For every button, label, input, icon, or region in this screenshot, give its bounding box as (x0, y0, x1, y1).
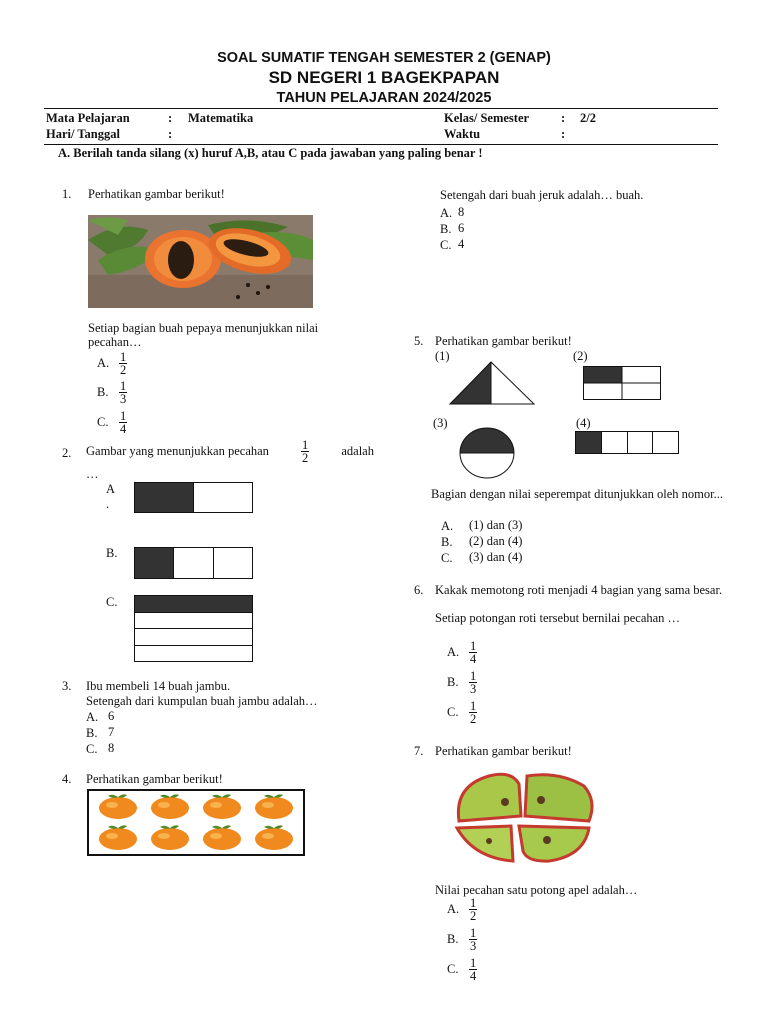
q6-text: Kakak memotong roti menjadi 4 bagian yang sama besar. (435, 583, 723, 597)
q1-option-c-fraction (119, 410, 127, 435)
q4-option-c-label: C. (440, 237, 452, 252)
q5-option-b-value: (2) dan (4) (469, 534, 523, 548)
q7-option-a-label: A. (447, 902, 460, 916)
q2-option-a-dot: . (106, 497, 110, 511)
q2-b-empty-2 (214, 548, 252, 578)
q1-option-c[interactable] (97, 410, 127, 435)
header-rule-top (44, 108, 718, 109)
q6-option-b-fraction (469, 670, 477, 695)
q5-fig4-empty-1 (602, 432, 628, 453)
mapel-label: Mata Pelajaran (46, 111, 130, 125)
q6-b-denominator: 3 (470, 682, 477, 696)
instruction: A. Berilah tanda silang (x) huruf A,B, atau C pada jawaban yang paling benar ! (58, 146, 483, 160)
q7-option-a-fraction (469, 897, 477, 922)
q3-option-b-label: B. (86, 725, 98, 740)
q1-number: 1. (62, 187, 72, 201)
q4-number: 4. (62, 772, 72, 786)
q5-option-c-label: C. (441, 550, 453, 565)
oranges-image (87, 789, 305, 856)
waktu-label: Waktu (444, 127, 481, 141)
q5-fig2-grid (583, 366, 661, 404)
q2-c-empty-2 (135, 629, 252, 646)
q7-option-b-fraction (469, 927, 477, 952)
q2-option-a-label[interactable]: A (106, 482, 116, 496)
q2-b-empty-1 (174, 548, 213, 578)
q2-fraction (301, 439, 309, 464)
q3-option-a-value: 6 (108, 709, 115, 723)
q4-text2: Setengah dari buah jeruk adalah… buah. (440, 188, 644, 202)
q2-text-a: Gambar yang menunjukkan pecahan (86, 444, 269, 458)
q2-denominator: 2 (302, 451, 309, 465)
q1-c-denominator: 4 (120, 422, 127, 436)
q4-option-b-value: 6 (458, 221, 465, 235)
q1-option-a-label: A. (97, 356, 110, 370)
q6-c-numerator: 1 (470, 699, 477, 713)
q7-text: Perhatikan gambar berikut! (435, 744, 572, 758)
q7-b-denominator: 3 (470, 939, 477, 953)
q2-option-b-label[interactable]: B. (106, 546, 118, 560)
q5-option-b-label: B. (441, 534, 453, 549)
q6-a-numerator: 1 (470, 639, 477, 653)
q4-option-a[interactable] (440, 205, 464, 221)
header-rule-bottom (44, 144, 718, 145)
q3-option-c-label: C. (86, 741, 98, 756)
q2-option-a-figure[interactable] (134, 482, 253, 513)
q5-fig3-label: (3) (433, 416, 448, 430)
q1-b-denominator: 3 (120, 392, 127, 406)
q1-option-a[interactable] (97, 351, 127, 376)
q1-a-numerator: 1 (120, 350, 127, 364)
q6-option-a-fraction (469, 640, 477, 665)
mapel-value: Matematika (188, 111, 254, 125)
q5-option-b[interactable] (441, 534, 522, 550)
q7-a-denominator: 2 (470, 909, 477, 923)
q7-text2: Nilai pecahan satu potong apel adalah… (435, 883, 638, 897)
q4-option-b[interactable] (440, 221, 464, 237)
q5-fig4-empty-3 (653, 432, 678, 453)
q5-fig4-empty-2 (628, 432, 654, 453)
q1-a-denominator: 2 (120, 363, 127, 377)
q7-a-numerator: 1 (470, 896, 477, 910)
q6-option-c-label: C. (447, 705, 459, 719)
q3-text2: Setengah dari kumpulan buah jambu adalah… (86, 694, 318, 708)
q1-option-b[interactable] (97, 380, 127, 405)
school-year: TAHUN PELAJARAN 2024/2025 (276, 90, 492, 106)
q5-option-a-value: (1) dan (3) (469, 518, 523, 532)
q6-option-c-fraction (469, 700, 477, 725)
q2-c-shaded (135, 596, 252, 613)
hari-label: Hari/ Tanggal (46, 127, 120, 141)
q3-option-a-label: A. (86, 709, 99, 724)
q1-option-a-fraction (119, 351, 127, 376)
hari-colon: : (168, 127, 173, 141)
q4-text: Perhatikan gambar berikut! (86, 772, 223, 786)
q5-number: 5. (414, 334, 424, 348)
q6-a-denominator: 4 (470, 652, 477, 666)
q3-text: Ibu membeli 14 buah jambu. (86, 679, 231, 693)
q1-text: Perhatikan gambar berikut! (88, 187, 225, 201)
q5-option-a[interactable] (441, 518, 522, 534)
kelas-value: 2/2 (580, 111, 596, 125)
q7-option-b-label: B. (447, 932, 459, 946)
q5-text2: Bagian dengan nilai seperempat ditunjukkan oleh nomor... (431, 487, 723, 501)
q5-fig3-circle (458, 426, 516, 484)
q2-text-c: … (86, 467, 99, 481)
q3-option-c[interactable] (86, 741, 114, 757)
q4-option-a-label: A. (440, 205, 453, 220)
q5-fig1-label: (1) (435, 349, 450, 363)
q7-number: 7. (414, 744, 424, 758)
header-line1: SOAL SUMATIF TENGAH SEMESTER 2 (GENAP) (217, 50, 551, 66)
q2-number: 2. (62, 446, 72, 460)
q6-option-a-label: A. (447, 645, 460, 659)
q6-b-numerator: 1 (470, 669, 477, 683)
q3-number: 3. (62, 679, 72, 693)
q6-c-denominator: 2 (470, 712, 477, 726)
q4-option-b-label: B. (440, 221, 452, 236)
q5-fig1-triangle (449, 361, 535, 409)
waktu-colon: : (561, 127, 566, 141)
q1-option-c-label: C. (97, 415, 109, 429)
q6-option-b[interactable] (447, 670, 477, 695)
q2-option-c-figure[interactable] (134, 595, 253, 662)
q1-option-b-fraction (119, 380, 127, 405)
q5-option-c-value: (3) dan (4) (469, 550, 523, 564)
q2-c-empty-3 (135, 646, 252, 662)
q7-option-c-label: C. (447, 962, 459, 976)
papaya-image (88, 215, 313, 308)
q2-text-b: adalah (341, 444, 374, 458)
q3-option-b[interactable] (86, 725, 114, 741)
q5-fig4-shaded (576, 432, 602, 453)
q6-option-c[interactable] (447, 700, 477, 725)
q2-numerator: 1 (302, 438, 309, 452)
kelas-colon: : (561, 111, 566, 125)
school-name: SD NEGERI 1 BAGEKPAPAN (268, 68, 500, 87)
q6-number: 6. (414, 583, 424, 597)
q5-text: Perhatikan gambar berikut! (435, 334, 572, 348)
q1-text2: Setiap bagian buah pepaya menunjukkan nilai pecahan… (88, 321, 319, 349)
q5-option-c[interactable] (441, 550, 522, 566)
q3-option-b-value: 7 (108, 725, 115, 739)
q2-b-shaded (135, 548, 174, 578)
q2-stem (86, 439, 374, 464)
q7-c-denominator: 4 (470, 969, 477, 983)
q1-c-numerator: 1 (120, 409, 127, 423)
q4-option-c[interactable] (440, 237, 464, 253)
q2-option-c-label[interactable]: C. (106, 595, 118, 609)
q2-option-b-figure[interactable] (134, 547, 253, 579)
q3-option-a[interactable] (86, 709, 114, 725)
q6-option-a[interactable] (447, 640, 477, 665)
q1-option-b-label: B. (97, 385, 109, 399)
q4-option-c-value: 4 (458, 237, 465, 251)
q7-option-b[interactable] (447, 927, 477, 952)
q5-fig4-strip (575, 431, 679, 454)
q7-option-c[interactable] (447, 957, 477, 982)
q4-option-a-value: 8 (458, 205, 465, 219)
kelas-label: Kelas/ Semester (444, 111, 530, 125)
q5-option-a-label: A. (441, 518, 454, 533)
mapel-colon: : (168, 111, 173, 125)
q6-text2: Setiap potongan roti tersebut bernilai pecahan … (435, 611, 681, 625)
q5-fig2-label: (2) (573, 349, 588, 363)
q2-c-empty-1 (135, 613, 252, 630)
q6-option-b-label: B. (447, 675, 459, 689)
q7-option-a[interactable] (447, 897, 477, 922)
apple-image (449, 766, 601, 870)
q7-b-numerator: 1 (470, 926, 477, 940)
q3-option-c-value: 8 (108, 741, 115, 755)
q2-a-empty (194, 483, 252, 512)
q1-b-numerator: 1 (120, 379, 127, 393)
q2-a-shaded (135, 483, 194, 512)
q5-fig4-label: (4) (576, 416, 591, 430)
q7-c-numerator: 1 (470, 956, 477, 970)
q7-option-c-fraction (469, 957, 477, 982)
